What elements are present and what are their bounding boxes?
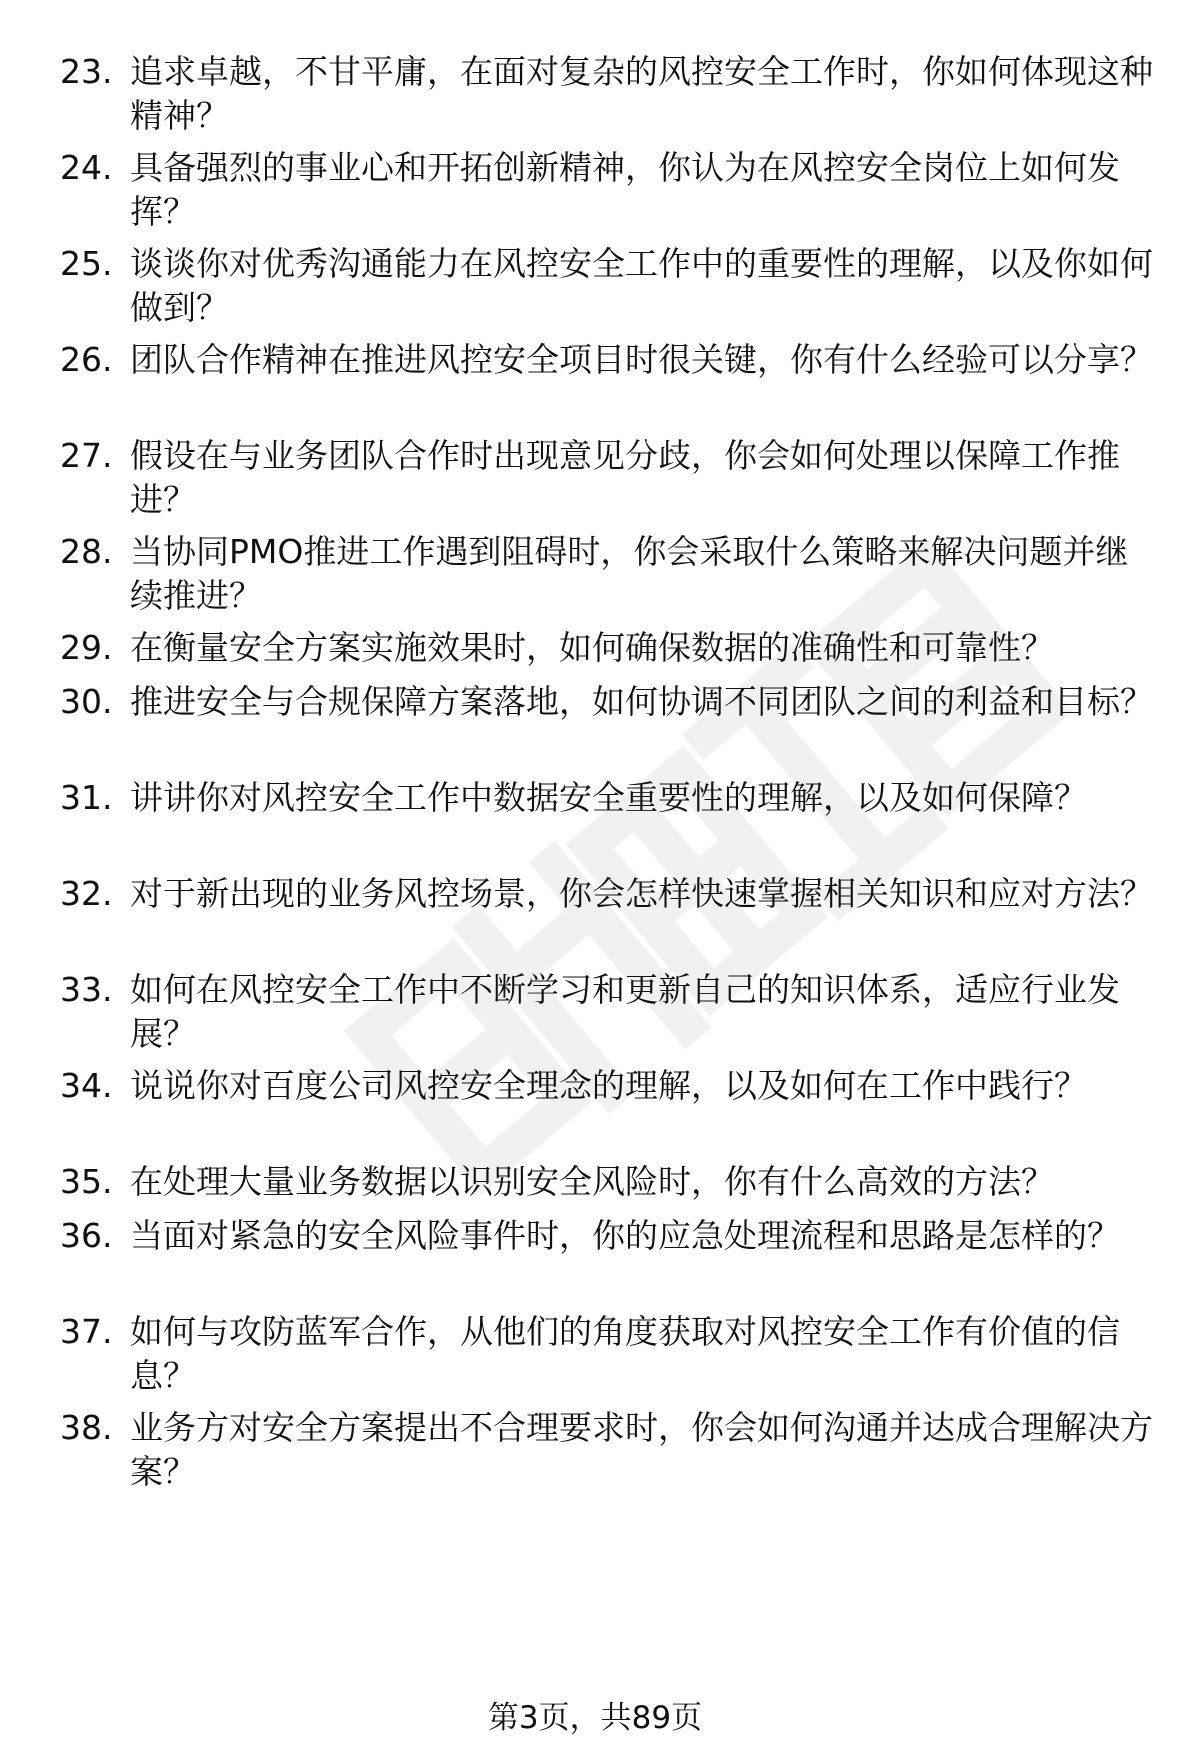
question-number: 29.	[60, 628, 113, 667]
question-number: 31.	[60, 778, 113, 817]
question-number: 38.	[60, 1408, 113, 1447]
question-text: 具备强烈的事业心和开拓创新精神，你认为在风控安全岗位上如何发挥？	[130, 148, 1120, 231]
question-number: 28.	[60, 532, 113, 571]
question-text: 说说你对百度公司风控安全理念的理解，以及如何在工作中践行？	[130, 1066, 1087, 1105]
question-number: 27.	[60, 436, 113, 475]
question-text: 讲讲你对风控安全工作中数据安全重要性的理解，以及如何保障？	[130, 778, 1087, 817]
question-text: 假设在与业务团队合作时出现意见分歧，你会如何处理以保障工作推进？	[130, 436, 1120, 519]
question-number: 32.	[60, 874, 113, 913]
question-text: 业务方对安全方案提出不合理要求时，你会如何沟通并达成合理解决方案？	[130, 1408, 1153, 1491]
page-footer: 第3页，共89页	[487, 1700, 703, 1736]
question-text: 对于新出现的业务风控场景，你会怎样快速掌握相关知识和应对方法？	[130, 874, 1153, 913]
question-text: 当协同PMO推进工作遇到阻碍时，你会采取什么策略来解决问题并继续推进？	[130, 532, 1129, 615]
question-text: 如何在风控安全工作中不断学习和更新自己的知识体系，适应行业发展？	[130, 970, 1120, 1053]
question-text: 在衡量安全方案实施效果时，如何确保数据的准确性和可靠性？	[130, 628, 1054, 667]
question-text: 当面对紧急的安全风险事件时，你的应急处理流程和思路是怎样的？	[130, 1216, 1120, 1255]
question-number: 35.	[60, 1162, 113, 1201]
question-number: 36.	[60, 1216, 113, 1255]
question-text: 在处理大量业务数据以识别安全风险时，你有什么高效的方法？	[130, 1162, 1054, 1201]
question-number: 33.	[60, 970, 113, 1009]
question-number: 37.	[60, 1312, 113, 1351]
question-number: 30.	[60, 682, 113, 721]
question-number: 23.	[60, 52, 113, 91]
question-number: 34.	[60, 1066, 113, 1105]
question-text: 团队合作精神在推进风控安全项目时很关键，你有什么经验可以分享？	[130, 340, 1153, 379]
question-text: 谈谈你对优秀沟通能力在风控安全工作中的重要性的理解，以及你如何做到？	[130, 244, 1153, 327]
question-text: 如何与攻防蓝军合作，从他们的角度获取对风控安全工作有价值的信息？	[130, 1312, 1120, 1395]
question-number: 26.	[60, 340, 113, 379]
question-number: 25.	[60, 244, 113, 283]
question-number: 24.	[60, 148, 113, 187]
question-text: 追求卓越，不甘平庸，在面对复杂的风控安全工作时，你如何体现这种精神？	[130, 52, 1153, 135]
question-text: 推进安全与合规保障方案落地，如何协调不同团队之间的利益和目标？	[130, 682, 1153, 721]
